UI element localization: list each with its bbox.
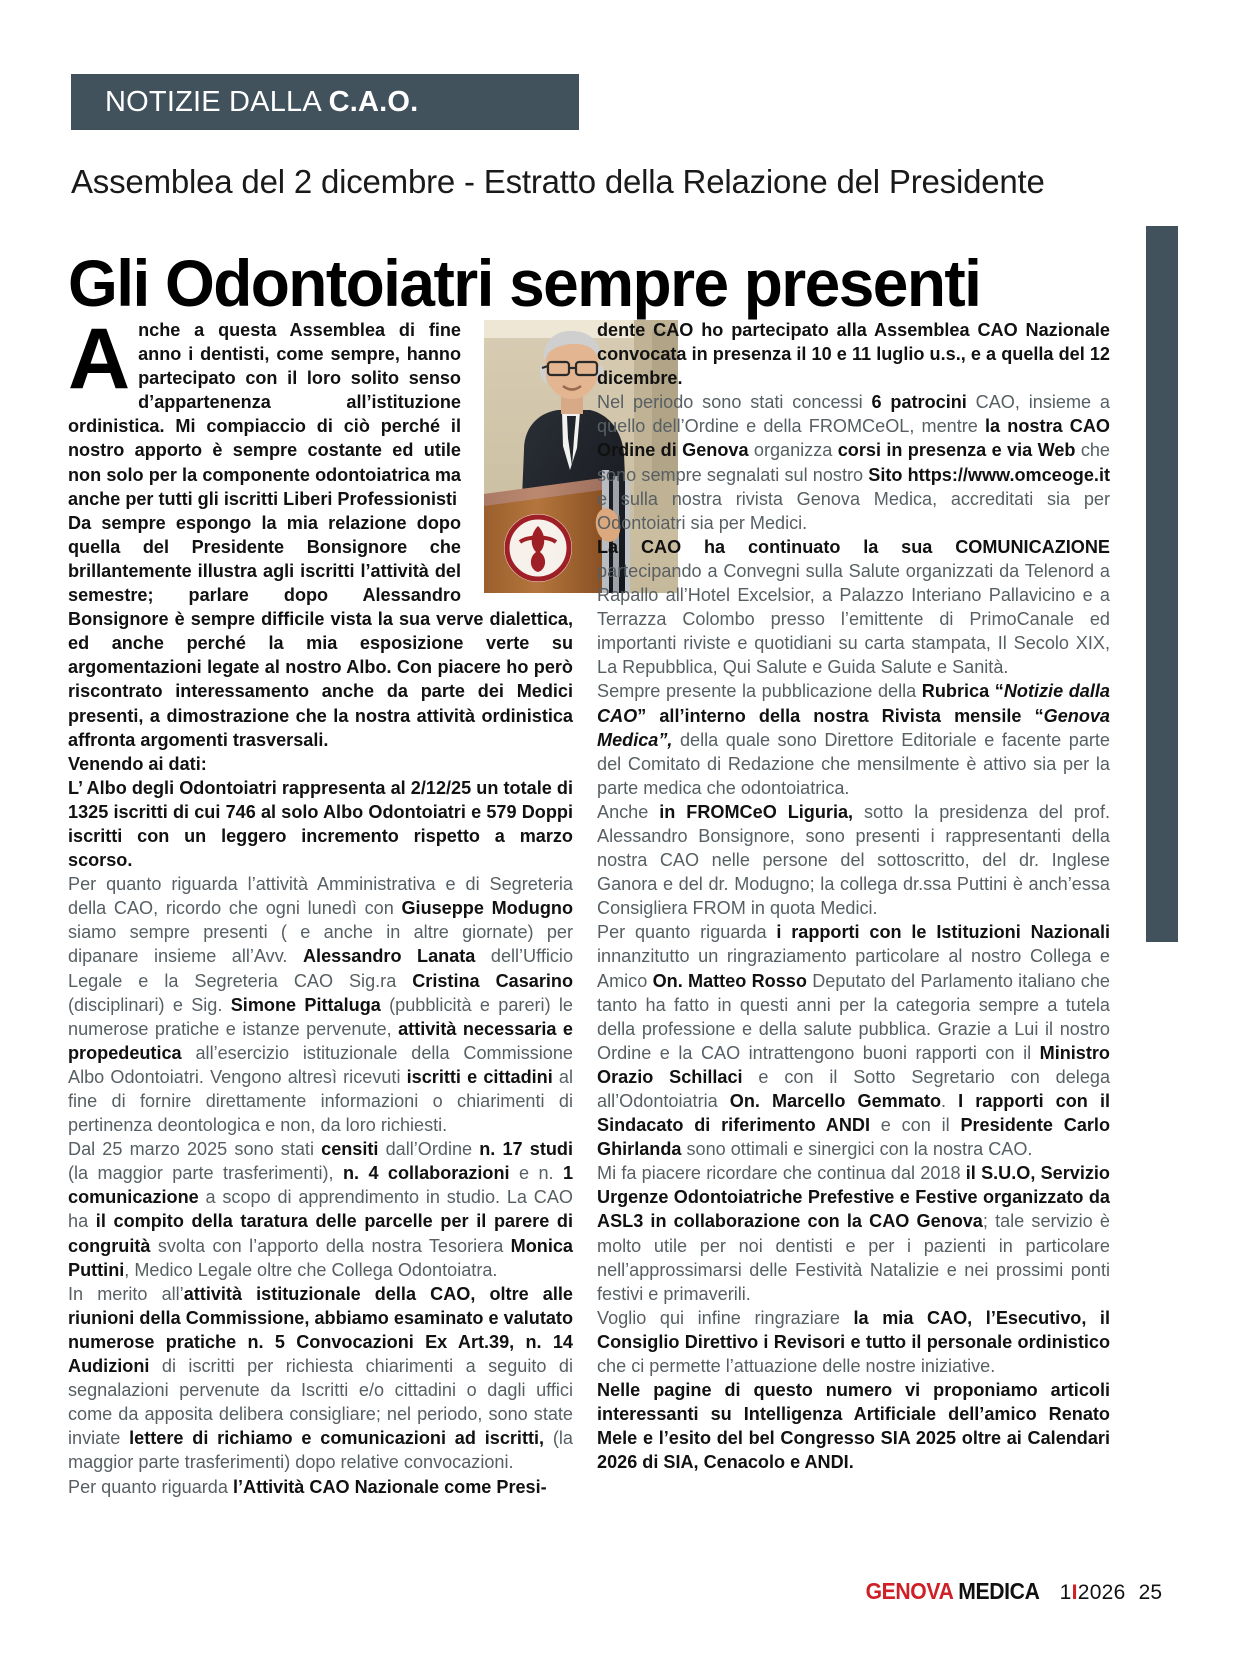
text-run-bold: Presidente Carlo Ghirlanda bbox=[597, 1115, 1110, 1160]
text-run-bold: 1 comunicazione bbox=[68, 1163, 574, 1208]
text-run: Per quanto riguarda l’attività Amministrativa e di Segreteria della CAO, ricordo che ogni lunedì con bbox=[68, 874, 573, 919]
paragraph-left-3: Venendo ai dati: bbox=[68, 753, 207, 774]
text-run: (pubblicità e pareri) le numerose pratiche e istanze pervenute, bbox=[68, 994, 573, 1039]
paragraph-left-4: L’ Albo degli Odontoiatri rappresenta al 2/12/25 un totale di 1325 iscritti di cui 746 al solo Albo Odontoiatri e 579 Doppi iscritti con un leggero incremento rispetto a marzo scorso. bbox=[68, 777, 573, 871]
text-run: . bbox=[941, 1091, 959, 1111]
text-run-bold: Cristina Casarino bbox=[412, 970, 573, 991]
section-ribbon bbox=[71, 74, 579, 130]
text-run-bold: il S.U.O, Servizio Urgenze Odontoiatriche Prefestive e Festive organizzato da ASL3 in collaborazione con la CAO Genova bbox=[597, 1163, 1110, 1232]
text-run: di iscritti per richiesta chiarimenti a seguito di segnalazioni pervenute da Iscritti e/o cittadini o dagli uffici come da apposita delibera consigliare; nel periodo, sono state inviate bbox=[68, 1356, 573, 1449]
paragraph-right-8 bbox=[597, 1306, 1110, 1378]
section-ribbon-prefix: NOTIZIE DALLA bbox=[105, 85, 329, 118]
page-number: 25 bbox=[1138, 1581, 1162, 1604]
text-run-bold: n. 4 collaborazioni bbox=[342, 1163, 510, 1184]
paragraph-left-5 bbox=[68, 872, 573, 1137]
text-run-bold: in FROMCeO Liguria, bbox=[659, 801, 854, 822]
paragraph-right-4 bbox=[597, 679, 1110, 799]
text-run-bold: la mia CAO, l’Esecutivo, il Consiglio Direttivo i Revisori e tutto il personale ordinistico bbox=[597, 1307, 1110, 1352]
paragraph-left-6 bbox=[68, 1137, 573, 1282]
text-run: all’esercizio istituzionale della Commissione Albo Odontoiatri. Vengono altresì ricevuti bbox=[68, 1042, 573, 1087]
text-run: e con il bbox=[869, 1115, 961, 1136]
brand-genova: GENOVA bbox=[865, 1578, 953, 1604]
text-run: dell’Ufficio Legale e la Segreteria CAO Sig.ra bbox=[68, 946, 574, 991]
paragraph-right-5 bbox=[597, 800, 1110, 920]
issue-label bbox=[1060, 1581, 1126, 1605]
text-run: Sempre presente la pubblicazione della bbox=[597, 681, 922, 702]
text-run: In merito all’ bbox=[68, 1283, 184, 1304]
text-run: al fine di fornire direttamente informazioni o chiarimenti di pertinenza deontologica e non, da loro richiesti. bbox=[68, 1066, 573, 1136]
text-run-bold: ” all’interno della nostra Rivista mensile “ bbox=[637, 705, 1044, 726]
text-run: (la maggior parte trasferimenti), bbox=[68, 1163, 343, 1184]
text-run-bold: I rapporti con il Sindacato di riferimento ANDI bbox=[597, 1091, 1110, 1136]
text-run-bold: Giuseppe Modugno bbox=[401, 898, 573, 919]
text-run-bold: Notizie dalla CAO bbox=[597, 681, 1110, 726]
article-kicker: Assemblea del 2 dicembre - Estratto della Relazione del Presidente bbox=[71, 163, 1045, 200]
section-ribbon-label bbox=[71, 86, 418, 119]
text-run: , Medico Legale oltre che Collega Odontoiatra. bbox=[124, 1259, 498, 1280]
text-run: siamo sempre presenti ( e anche in altre giornate) per dipanare insieme all’Avv. bbox=[68, 922, 573, 967]
text-run-bold: Monica Puttini bbox=[68, 1235, 573, 1280]
text-run: che sono sempre segnalati sul nostro bbox=[597, 440, 1110, 485]
text-run-bold: i rapporti con le Istituzioni Nazionali bbox=[776, 922, 1110, 943]
paragraph-right-6 bbox=[597, 920, 1110, 1161]
text-run-bold: censiti bbox=[321, 1139, 379, 1160]
text-run: Per quanto riguarda bbox=[68, 1476, 233, 1497]
text-run-bold: Ministro Orazio Schillaci bbox=[597, 1042, 1110, 1087]
text-run: dall’Ordine bbox=[378, 1139, 480, 1160]
paragraph-right-3 bbox=[597, 535, 1110, 680]
text-run: sono ottimali e sinergici con la nostra CAO. bbox=[681, 1139, 1033, 1160]
text-run-bold: Rubrica “ bbox=[921, 681, 1004, 702]
text-run: Mi fa piacere ricordare che continua dal 2018 bbox=[597, 1163, 966, 1184]
paragraph-right-2 bbox=[597, 390, 1110, 535]
text-run-bold: attività necessaria e propedeutica bbox=[68, 1018, 573, 1063]
text-run-bold: La CAO ha continuato la sua COMUNICAZIONE bbox=[597, 536, 1110, 557]
text-run: sotto la presidenza del prof. Alessandro Bonsignore, sono presenti i rappresentanti della nostra CAO nelle persone del sottoscritto, del dr. Inglese Ganora e del dr. Modugno; la collega dr.ssa Puttini è anch’essa Consigliera FROM in quota Medici. bbox=[597, 801, 1110, 919]
text-run: partecipando a Convegni sulla Salute organizzati da Telenord a Rapallo all’Hotel Excelsior, a Palazzo Interiano Pallavicino e a Terrazza Colombo presso l’emittente di PrimoCanale ed importanti riviste e quotidiani su carta stampata, Il Secolo XIX, La Repubblica, Qui Salute e Guida Salute e Sanità. bbox=[597, 560, 1110, 678]
text-run: a scopo di apprendimento in studio. La CAO ha bbox=[68, 1187, 573, 1232]
text-run: Dal 25 marzo 2025 sono stati bbox=[68, 1139, 322, 1160]
text-run-bold: iscritti e cittadini bbox=[406, 1066, 553, 1087]
paragraph-right-7 bbox=[597, 1161, 1110, 1306]
text-run: e sulla nostra rivista Genova Medica, accreditati sia per Odontoiatri sia per Medici. bbox=[597, 488, 1110, 533]
paragraph-right-9: Nelle pagine di questo numero vi proponiamo articoli interessanti su Intelligenza Artificiale dell’amico Renato Mele e l’esito del bel Congresso SIA 2025 oltre ai Calendari 2026 di SIA, Cenacolo e ANDI. bbox=[597, 1380, 1110, 1473]
text-run-bold: corsi in presenza e via Web bbox=[837, 440, 1076, 461]
text-run: Per quanto riguarda bbox=[597, 922, 777, 943]
text-run: Nel periodo sono stati concessi bbox=[597, 392, 872, 413]
text-run: organizza bbox=[748, 440, 838, 461]
text-run: che ci permette l’attuazione delle nostre iniziative. bbox=[597, 1356, 996, 1377]
brand-medica: MEDICA bbox=[957, 1578, 1040, 1604]
paragraph-left-1 bbox=[68, 311, 573, 511]
paragraph-left-2: Da sempre espongo la mia relazione dopo quella del Presidente Bonsignore che brillantemente illustra agli iscritti l’attività del semestre; parlare dopo Alessandro Bonsignore è sempre difficile vista la sua verve dialettica, ed anche perché la mia esposizione verte su argomentazioni legate al nostro Albo. Con piacere ho però riscontrato interessamento anche da parte dei Medici presenti, a dimostrazione che la nostra attività ordinistica affronta argomenti trasversali. bbox=[68, 512, 573, 750]
page-footer bbox=[68, 1578, 1162, 1612]
text-run-bold: On. Marcello Gemmato bbox=[729, 1091, 941, 1111]
issue-number: 1 bbox=[1059, 1581, 1072, 1604]
article-body-right bbox=[597, 318, 1110, 1475]
text-run-bold: il compito della taratura delle parcelle per il parere di congruità bbox=[68, 1211, 574, 1256]
text-run-bold: la nostra CAO Ordine di Genova bbox=[597, 416, 1110, 461]
text-run-bold: Genova Medica”, bbox=[597, 705, 1110, 750]
text-run: innanzitutto un ringraziamento particolare al nostro Collega e Amico bbox=[597, 946, 1110, 991]
photo-wrap-shim bbox=[461, 318, 573, 593]
text-run: Anche bbox=[597, 801, 660, 822]
text-run-bold: attività istituzionale della CAO, oltre alle riunioni della Commissione, abbiamo esaminato e valutato numerose pratiche n. 5 Convocazioni Ex Art.39, n. 14 Audizioni bbox=[68, 1283, 573, 1377]
section-ribbon-bold: C.A.O. bbox=[328, 85, 419, 118]
magazine-brand bbox=[865, 1578, 1039, 1605]
paragraph-right-1: dente CAO ho partecipato alla Assemblea CAO Nazionale convocata in presenza il 10 e 11 luglio u.s., e a quella del 12 dicembre. bbox=[597, 320, 1110, 389]
text-run-bold: lettere di richiamo e comunicazioni ad iscritti, bbox=[129, 1428, 545, 1449]
article-body-left bbox=[68, 311, 574, 1499]
text-run: ; tale servizio è molto utile per noi dentisti e per i pazienti in particolare nell’approssimarsi delle Festività Natalizie e nei prossimi ponti festivi e primaverili. bbox=[597, 1211, 1110, 1304]
text-run-bold: l’Attività CAO Nazionale come Presi- bbox=[232, 1476, 547, 1497]
text-run-bold: Sito https://www.omceoge.it bbox=[868, 464, 1110, 485]
issue-separator: I bbox=[1071, 1581, 1078, 1604]
text-run: svolta con l’apporto della nostra Tesoriera bbox=[150, 1235, 511, 1256]
text-run: e n. bbox=[509, 1163, 563, 1184]
drop-cap: A bbox=[68, 311, 131, 407]
paragraph-left-8 bbox=[68, 1475, 573, 1499]
paragraph-left-7 bbox=[68, 1282, 573, 1475]
text-run-bold: Alessandro Lanata bbox=[302, 946, 476, 967]
text-run: della quale sono Direttore Editoriale e facente parte del Comitato di Redazione che mensilmente è attivo sia per la parte medica che odontoiatrica. bbox=[597, 729, 1110, 798]
issue-year: 2026 bbox=[1077, 1581, 1126, 1604]
side-accent-bar bbox=[1146, 226, 1178, 942]
text-run-bold: On. Matteo Rosso bbox=[652, 970, 807, 991]
text-run-bold: n. 17 studi bbox=[479, 1139, 573, 1160]
text-run: Deputato del Parlamento italiano che tanto ha fatto in questi anni per la categoria sempre a tutela della professione e della salute pubblica. Grazie a Lui il nostro Ordine e la CAO intrattengono buoni rapporti con il bbox=[597, 970, 1110, 1063]
text-run: e con il Sotto Segretario con delega all’Odontoiatria bbox=[597, 1066, 1111, 1111]
page-title: Gli Odontoiatri sempre presenti bbox=[68, 246, 981, 321]
text-run: (disciplinari) e Sig. bbox=[68, 994, 231, 1015]
paragraph-left-1-text: nche a questa Assemblea di fine anno i dentisti, come sempre, hanno partecipato con il loro solito senso d’appartenenza all’istituzione ordinistica. Mi compiaccio di ciò perché il nostro apporto è sempre costante ed utile non solo per la componente odontoiatrica ma anche per tutti gli iscritti Liberi Professionisti bbox=[68, 320, 461, 509]
text-run-bold: 6 patrocini bbox=[871, 392, 967, 413]
text-run: CAO, insieme a quello dell’Ordine e della FROMCeOL, mentre bbox=[597, 392, 1110, 437]
text-run-bold: Simone Pittaluga bbox=[230, 994, 381, 1015]
text-run: (la maggior parte trasferimenti) dopo relative convocazioni. bbox=[68, 1428, 573, 1473]
text-run: Voglio qui infine ringraziare bbox=[597, 1307, 854, 1328]
